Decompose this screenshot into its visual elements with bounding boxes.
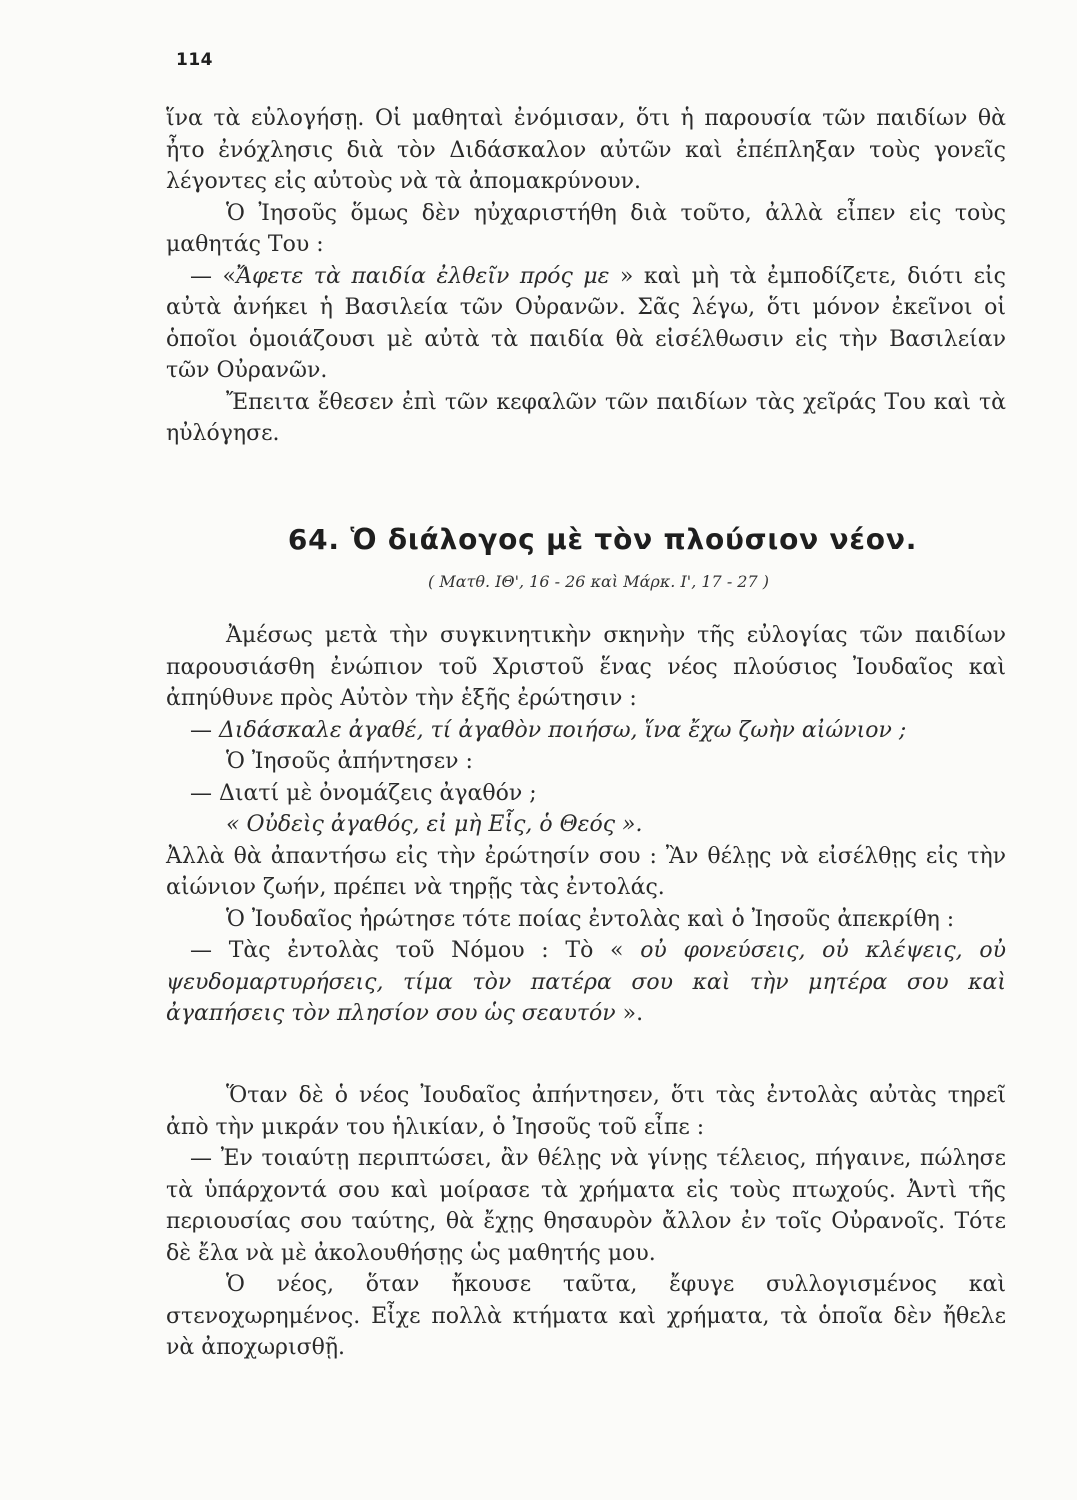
section-reference: ( Ματθ. ΙΘ', 16 - 26 καὶ Μάρκ. Ι', 17 - 27 ): [428, 572, 769, 591]
commandments-paragraph: [166, 935, 1006, 1030]
quote-paragraph: [166, 261, 1006, 387]
answer-paragraph: — Διατί μὲ ὀνομάζεις ἀγαθόν ;: [190, 780, 537, 806]
paragraph: Ὁ Ἰουδαῖος ἠρώτησε τότε ποίας ἐντολὰς καὶ ὁ Ἰησοῦς ἀπεκρίθη :: [226, 906, 955, 932]
commandments-end: ».: [615, 1001, 644, 1026]
italic-quote: « Οὐδεὶς ἀγαθός, εἰ μὴ Εἷς, ὁ Θεός ».: [226, 812, 643, 837]
commandments-lead: — Τὰς ἐντολὰς τοῦ Νόμου : Τὸ «: [190, 938, 641, 963]
text-block-top: [166, 103, 1006, 450]
paragraph: Ὁ Ἰησοῦς ὅμως δὲν ηὐχαριστήθη διὰ τοῦτο, ἀλλὰ εἶπεν εἰς τοὺς μαθητάς Του :: [166, 200, 1006, 257]
quote-dash: — «: [190, 263, 236, 289]
answer-italic: [166, 809, 1006, 841]
paragraph: Ὁ νέος, ὅταν ἤκουσε ταῦτα, ἔφυγε συλλογισμένος καὶ στενοχωρημένος. Εἶχε πολλὰ κτήματα καὶ χρήματα, τὰ ὁποῖα δὲν ἤθελε νὰ ἀποχωρισθῇ.: [166, 1272, 1006, 1360]
quote-italic: Ἄφετε τὰ παιδία ἐλθεῖν πρός με: [235, 263, 610, 289]
paragraph: Ὅταν δὲ ὁ νέος Ἰουδαῖος ἀπήντησεν, ὅτι τὰς ἐντολὰς αὐτὰς τηρεῖ ἀπὸ τὴν μικράν του ἡλικίαν, ὁ Ἰησοῦς τοῦ εἶπε :: [166, 1083, 1006, 1140]
page-number: 114: [176, 50, 213, 70]
quote-rest: » καὶ μὴ τὰ ἐμποδίζετε, διότι εἰς αὐτὰ ἀνήκει ἡ Βασιλεία τῶν Οὐρανῶν. Σᾶς λέγω, ὅτι μόνον ἐκεῖνοι οἱ ὁποῖοι ὁμοιάζουσι μὲ αὐτὰ τὰ παιδία θὰ εἰσέλθωσιν εἰς τὴν Βασιλείαν τῶν Οὐρανῶν.: [166, 263, 1006, 383]
paragraph: Ὁ Ἰησοῦς ἀπήντησεν :: [226, 749, 473, 774]
question-paragraph: [166, 715, 1006, 747]
paragraph: Ἀλλὰ θὰ ἀπαντήσω εἰς τὴν ἐρώτησίν σου : Ἂν θέλῃς νὰ εἰσέλθῃς εἰς τὴν αἰώνιον ζωήν, πρέπει νὰ τηρῇς τὰς ἐντολάς.: [166, 843, 1006, 900]
paragraph: Ἔπειτα ἔθεσεν ἐπὶ τῶν κεφαλῶν τῶν παιδίων τὰς χεῖράς Του καὶ τὰ ηὐλόγησε.: [166, 389, 1006, 446]
commandments-italic: οὐ φονεύσεις, οὐ κλέψεις, οὐ ψευδομαρτυρήσεις, τίμα τὸν πατέρα σου καὶ τὴν μητέρα σου καὶ ἀγαπήσεις τὸν πλησίον σου ὡς σεαυτόν: [166, 938, 1006, 1026]
section-title: 64. Ὁ διάλογος μὲ τὸν πλούσιον νέον.: [287, 523, 918, 556]
text-block-middle: [166, 620, 1006, 1030]
text-block-bottom: [166, 1080, 1006, 1364]
question-italic: Διδάσκαλε ἀγαθέ, τί ἀγαθὸν ποιήσω, ἵνα ἔχω ζωὴν αἰώνιον ;: [219, 717, 907, 743]
paragraph: Ἀμέσως μετὰ τὴν συγκινητικὴν σκηνὴν τῆς εὐλογίας τῶν παιδίων παρουσιάσθη ἐνώπιον τοῦ Χριστοῦ ἕνας νέος πλούσιος Ἰουδαῖος καὶ ἀπηύθυνε πρὸς Αὐτὸν τὴν ἑξῆς ἐρώτησιν :: [166, 623, 1006, 711]
paragraph: ἵνα τὰ εὐλογήσῃ. Οἱ μαθηταὶ ἐνόμισαν, ὅτι ἡ παρουσία τῶν παιδίων θὰ ἦτο ἐνόχλησις διὰ τὸν Διδάσκαλον αὐτῶν καὶ ἐπέπληξαν τοὺς γονεῖς λέγοντες εἰς αὐτοὺς νὰ τὰ ἀπομακρύνουν.: [166, 106, 1006, 194]
quote-paragraph: — Ἐν τοιαύτῃ περιπτώσει, ἂν θέλῃς νὰ γίνῃς τέλειος, πήγαινε, πώλησε τὰ ὑπάρχοντά σου καὶ μοίρασε τὰ χρήματα εἰς τοὺς πτωχούς. Ἀντὶ τῆς περιουσίας σου ταύτης, θὰ ἔχῃς θησαυρὸν ἄλλον ἐν τοῖς Οὐρανοῖς. Τότε δὲ ἔλα νὰ μὲ ἀκολουθήσῃς ὡς μαθητής μου.: [166, 1146, 1006, 1266]
question-dash: —: [190, 717, 219, 743]
